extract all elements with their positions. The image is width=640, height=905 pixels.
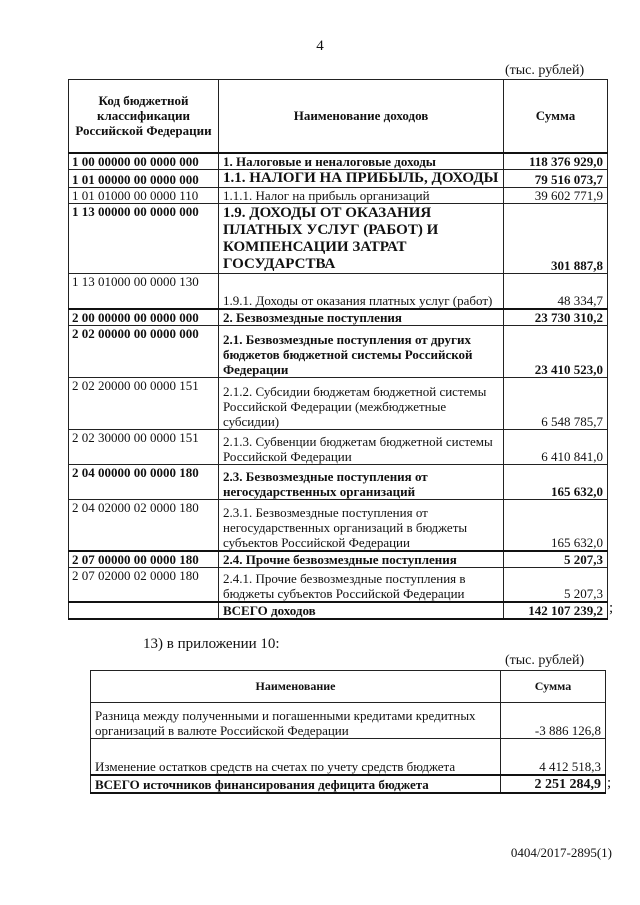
table-row bbox=[91, 775, 606, 793]
table-row bbox=[69, 203, 608, 273]
table2-semicolon: ; bbox=[607, 775, 612, 791]
table-row bbox=[69, 153, 608, 170]
table1-semicolon: ; bbox=[609, 600, 614, 616]
row-sum: 23 410 523,0 bbox=[504, 326, 608, 378]
row-sum: 5 207,3 bbox=[504, 567, 608, 602]
col-header-sum: Сумма bbox=[504, 80, 608, 153]
row-sum: -3 886 126,8 bbox=[501, 703, 606, 739]
row-sum: 79 516 073,7 bbox=[504, 169, 608, 187]
row-sum: 4 412 518,3 bbox=[501, 739, 606, 775]
row-name: ВСЕГО источников финансирования дефицита бюджета bbox=[91, 775, 501, 793]
page-number: 4 bbox=[316, 38, 324, 54]
row-code: 2 04 00000 00 0000 180 bbox=[69, 465, 219, 500]
row-code: 1 13 01000 00 0000 130 bbox=[69, 273, 219, 309]
row-sum: 2 251 284,9 bbox=[501, 775, 606, 793]
row-sum: 165 632,0 bbox=[504, 465, 608, 500]
row-code: 2 02 20000 00 0000 151 bbox=[69, 378, 219, 430]
table-row bbox=[69, 500, 608, 551]
col-header-name: Наименование bbox=[91, 671, 501, 703]
table-row bbox=[69, 551, 608, 568]
table-row bbox=[69, 273, 608, 309]
table-row bbox=[69, 567, 608, 602]
col-header-code: Код бюджетной классификации Российской Федерации bbox=[69, 80, 219, 153]
table2-units: (тыс. рублей) bbox=[505, 653, 585, 668]
financing-table bbox=[90, 670, 606, 794]
table-row bbox=[69, 430, 608, 465]
section-heading: 13) в приложении 10: bbox=[143, 636, 280, 652]
table-row bbox=[69, 602, 608, 619]
table-row bbox=[69, 187, 608, 203]
row-sum: 6 548 785,7 bbox=[504, 378, 608, 430]
row-name: 1.9. ДОХОДЫ ОТ ОКАЗАНИЯ ПЛАТНЫХ УСЛУГ (РАБОТ) И КОМПЕНСАЦИИ ЗАТРАТ ГОСУДАРСТВА bbox=[219, 203, 504, 273]
row-sum: 39 602 771,9 bbox=[504, 187, 608, 203]
row-code: 2 02 30000 00 0000 151 bbox=[69, 430, 219, 465]
row-name: 2.4. Прочие безвозмездные поступления bbox=[219, 551, 504, 568]
row-name: 1. Налоговые и неналоговые доходы bbox=[219, 153, 504, 170]
col-header-sum: Сумма bbox=[501, 671, 606, 703]
table-row bbox=[69, 309, 608, 326]
row-sum: 301 887,8 bbox=[504, 203, 608, 273]
row-sum: 48 334,7 bbox=[504, 273, 608, 309]
row-name: 2.1.2. Субсидии бюджетам бюджетной системы Российской Федерации (межбюджетные субсидии) bbox=[219, 378, 504, 430]
row-code: 1 01 01000 00 0000 110 bbox=[69, 187, 219, 203]
row-sum: 6 410 841,0 bbox=[504, 430, 608, 465]
row-code: 2 00 00000 00 0000 000 bbox=[69, 309, 219, 326]
row-sum: 23 730 310,2 bbox=[504, 309, 608, 326]
table-row bbox=[69, 326, 608, 378]
row-name: 2.3. Безвозмездные поступления от негосударственных организаций bbox=[219, 465, 504, 500]
row-sum: 5 207,3 bbox=[504, 551, 608, 568]
row-code: 1 01 00000 00 0000 000 bbox=[69, 169, 219, 187]
row-name: 2.1.3. Субвенции бюджетам бюджетной системы Российской Федерации bbox=[219, 430, 504, 465]
row-name: 2.4.1. Прочие безвозмездные поступления в бюджеты субъектов Российской Федерации bbox=[219, 567, 504, 602]
col-header-name: Наименование доходов bbox=[219, 80, 504, 153]
row-code: 1 00 00000 00 0000 000 bbox=[69, 153, 219, 170]
row-sum: 165 632,0 bbox=[504, 500, 608, 551]
row-name: 1.1. НАЛОГИ НА ПРИБЫЛЬ, ДОХОДЫ bbox=[219, 169, 504, 187]
revenue-table bbox=[68, 79, 608, 620]
row-code: 2 07 00000 00 0000 180 bbox=[69, 551, 219, 568]
table-row bbox=[91, 703, 606, 739]
row-name: 2.1. Безвозмездные поступления от других бюджетов бюджетной системы Российской Федерации bbox=[219, 326, 504, 378]
row-name: 1.9.1. Доходы от оказания платных услуг (работ) bbox=[219, 273, 504, 309]
row-code bbox=[69, 602, 219, 619]
row-name: 2.3.1. Безвозмездные поступления от негосударственных организаций в бюджеты субъектов Российской Федерации bbox=[219, 500, 504, 551]
table-row bbox=[69, 378, 608, 430]
row-code: 2 07 02000 02 0000 180 bbox=[69, 567, 219, 602]
row-name: 1.1.1. Налог на прибыль организаций bbox=[219, 187, 504, 203]
row-name: ВСЕГО доходов bbox=[219, 602, 504, 619]
row-name: 2. Безвозмездные поступления bbox=[219, 309, 504, 326]
table1-units: (тыс. рублей) bbox=[505, 63, 585, 78]
table-row bbox=[69, 465, 608, 500]
table-row bbox=[69, 169, 608, 187]
row-sum: 118 376 929,0 bbox=[504, 153, 608, 170]
document-code: 0404/2017-2895(1) bbox=[510, 845, 612, 860]
row-code: 2 04 02000 02 0000 180 bbox=[69, 500, 219, 551]
row-name: Разница между полученными и погашенными кредитами кредитных организаций в валюте Российской Федерации bbox=[91, 703, 501, 739]
row-code: 2 02 00000 00 0000 000 bbox=[69, 326, 219, 378]
row-name: Изменение остатков средств на счетах по учету средств бюджета bbox=[91, 739, 501, 775]
row-code: 1 13 00000 00 0000 000 bbox=[69, 203, 219, 273]
table-row bbox=[91, 739, 606, 775]
row-sum: 142 107 239,2 bbox=[504, 602, 608, 619]
